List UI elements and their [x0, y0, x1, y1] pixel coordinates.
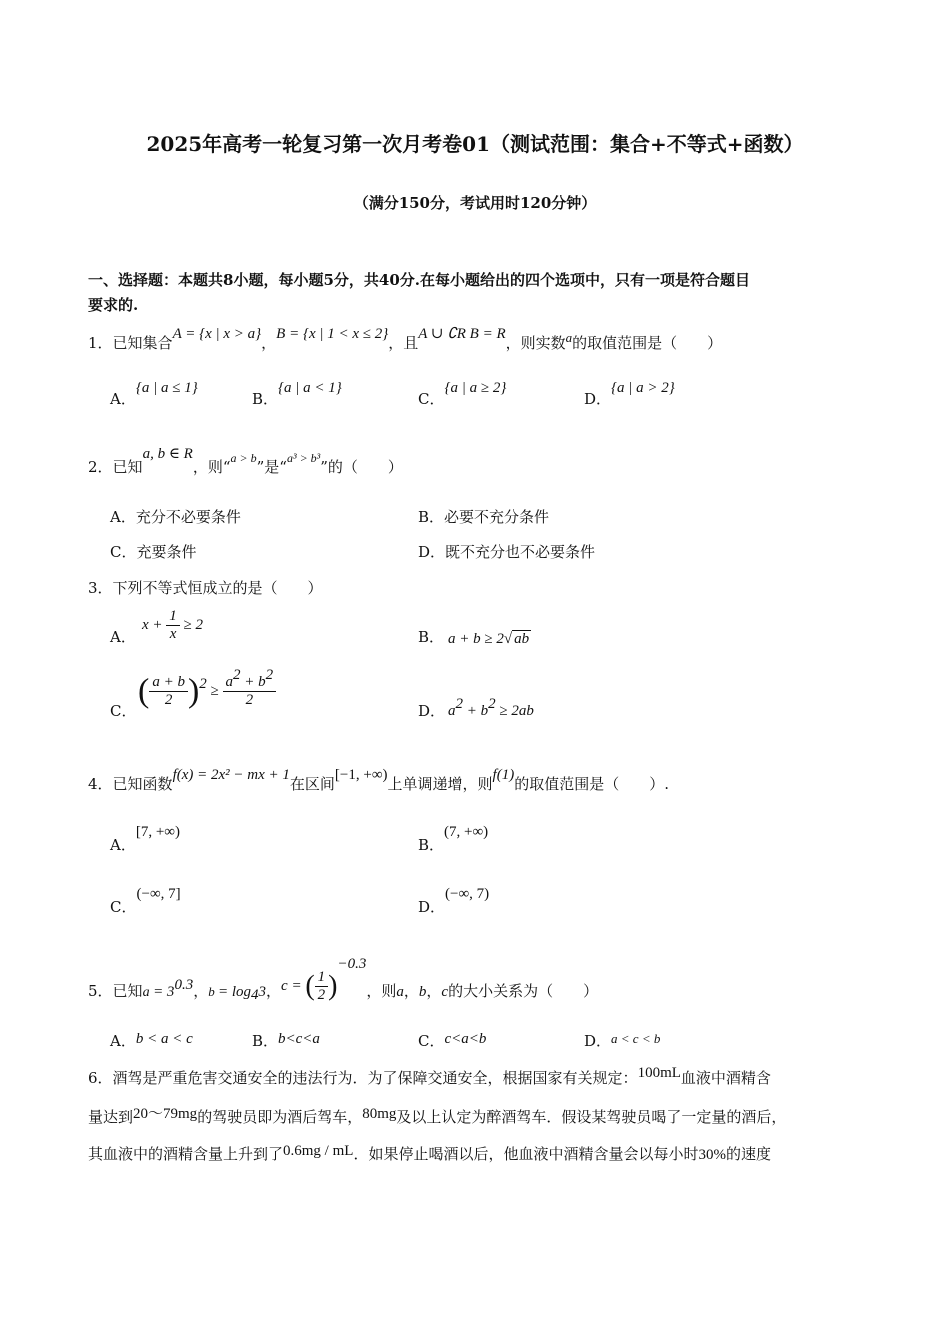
option-label: D．: [418, 543, 446, 561]
q5-a-def: $a = 3^{0.3}$: [142, 977, 194, 1000]
option-text: 必要不充分条件: [444, 508, 550, 526]
option-label: D．: [418, 898, 446, 916]
section-heading-line1: 一、选择题：本题共8小题，每小题5分，共40分.在每小题给出的四个选项中，只有一项是符合题目: [88, 271, 750, 289]
question-3-stem: [88, 577, 323, 598]
option-label: B．: [418, 508, 445, 526]
q2-option-b[interactable]: [418, 506, 549, 527]
option-label: C．: [110, 898, 137, 916]
q2-text-3: ”是“: [256, 458, 287, 476]
option-label: B．: [252, 390, 279, 408]
q6-text: 量达到: [88, 1108, 134, 1126]
q3-option-b[interactable]: [418, 626, 444, 647]
fraction: $\frac{a + b}{2}$: [149, 674, 188, 709]
q3-option-d[interactable]: [418, 700, 445, 721]
option-text: {a | a ≥ 2}: [444, 380, 507, 396]
option-label: B．: [252, 1032, 279, 1050]
q1-union-expr: A ∪ ∁R B = R: [418, 326, 506, 342]
fraction: $\frac{1}{x}$: [166, 608, 180, 643]
q4-f1: f(1): [492, 767, 515, 783]
q4-text-4: 的取值范围是（ ）.: [514, 775, 669, 793]
option-text: 充分不必要条件: [135, 508, 241, 526]
q6-text: ．如果停止喝酒以后，他血液中酒精含量会以每小时: [353, 1145, 699, 1163]
q6-text: 血液中酒精含: [680, 1069, 771, 1087]
option-label: A．: [110, 508, 136, 526]
option-label: D．: [418, 702, 446, 720]
option-text: 既不充分也不必要条件: [445, 543, 596, 561]
q2-statement-q: a³ > b³: [286, 451, 321, 465]
q1-text-3: ，则实数: [505, 334, 566, 352]
option-text: [7, +∞): [135, 824, 180, 840]
fraction: $\frac{1}{2}$: [315, 969, 329, 1004]
option-label: D．: [584, 390, 612, 408]
q3-option-a-formula: x + $\frac{1}{x}$ ≥ 2: [142, 608, 204, 642]
q3-stem-text: 下列不等式恒成立的是（ ）: [112, 579, 323, 597]
fraction: $\frac{a^2 + b^2}{2}$: [223, 674, 277, 709]
q2-option-c[interactable]: [110, 541, 197, 562]
option-label: C．: [110, 543, 137, 561]
q1-option-d[interactable]: [584, 380, 675, 409]
option-text: (−∞, 7): [445, 886, 490, 902]
q1-text-4: 的取值范围是（ ）: [572, 334, 723, 352]
option-label: D．: [584, 1032, 612, 1050]
option-label: C．: [418, 1032, 445, 1050]
option-text: {a | a ≤ 1}: [135, 380, 198, 396]
q5-text-3: 的大小关系为（ ）: [448, 982, 599, 1000]
question-4-stem: [88, 767, 669, 794]
q3-option-b-formula: a + b ≥ 2√ ab: [448, 631, 530, 647]
q4-text-1: 已知函数: [112, 775, 173, 793]
q3-option-c[interactable]: [110, 700, 136, 721]
option-label: B．: [418, 628, 445, 646]
question-6-line-1: [88, 1067, 771, 1088]
q5-option-c[interactable]: [418, 1030, 486, 1051]
q4-text-3: 上单调递增，则: [387, 775, 493, 793]
q5-option-d[interactable]: [584, 1030, 660, 1051]
q2-text-4: ”的（ ）: [320, 458, 403, 476]
question-6-line-2: [88, 1106, 786, 1127]
page-subtitle: （满分150分，考试用时120分钟）: [353, 194, 597, 212]
q2-option-a[interactable]: [110, 506, 241, 527]
option-text: (−∞, 7]: [136, 886, 181, 902]
question-number: 5．: [88, 982, 113, 1000]
q6-text: 酒驾是严重危害交通安全的违法行为．为了保障交通安全，根据国家有关规定：: [112, 1069, 638, 1087]
question-number: 3．: [88, 579, 113, 597]
option-text: b < a < c: [135, 1031, 193, 1047]
q4-option-b[interactable]: [418, 824, 489, 855]
section-heading-line2: 要求的.: [88, 296, 139, 314]
q5-c-def: c = ( $\frac{1}{2}$ )$^{-0.3}$: [281, 956, 367, 1004]
q2-text-1: 已知: [112, 458, 143, 476]
q1-option-c[interactable]: [418, 380, 507, 409]
option-text: c<a<b: [444, 1031, 487, 1047]
option-label: A．: [110, 836, 136, 854]
option-text: (7, +∞): [444, 824, 489, 840]
q4-option-a[interactable]: [110, 824, 180, 855]
q5-option-a[interactable]: [110, 1030, 193, 1051]
question-6-line-3: [88, 1143, 771, 1164]
q6-value: 20～79mg: [133, 1106, 198, 1122]
option-label: C．: [110, 702, 137, 720]
q3-option-c-formula: ( $\frac{a + b}{2}$ )$^2$ ≥ $\frac{a^2 + b^2}{2}$: [138, 674, 276, 709]
q5-option-b[interactable]: [252, 1030, 320, 1051]
question-5-stem: 5．已知$a = 3^{0.3}$，$b = \log_43$，c = ( $\frac{1}{2}$ )$^{-0.3}$，则a，b，c的大小关系为（ ）: [88, 956, 599, 1004]
question-1-stem: [88, 326, 723, 353]
option-text: 充要条件: [136, 543, 197, 561]
q1-option-a[interactable]: [110, 380, 198, 409]
q6-text: 其血液中的酒精含量上升到了: [88, 1145, 284, 1163]
option-text: {a | a < 1}: [278, 380, 342, 396]
q1-text-2: ，且: [388, 334, 419, 352]
option-label: A．: [110, 628, 136, 646]
question-number: 4．: [88, 775, 113, 793]
q2-text-2: ，则“: [192, 458, 231, 476]
question-number: 6．: [88, 1069, 113, 1087]
option-label: A．: [110, 390, 136, 408]
question-number: 2．: [88, 458, 113, 476]
q1-set-b: B = {x | 1 < x ≤ 2}: [276, 326, 389, 342]
question-2-stem: [88, 446, 403, 477]
q1-comma: ，: [261, 334, 277, 352]
q5-b-def: $b = \log_43$: [208, 984, 266, 1003]
option-label: B．: [418, 836, 445, 854]
q1-set-a: A = {x | x > a}: [172, 326, 262, 342]
q3-option-a[interactable]: [110, 626, 136, 647]
q4-option-d[interactable]: [418, 886, 490, 917]
q6-text: 的速度: [725, 1145, 771, 1163]
q1-text-1: 已知集合: [112, 334, 173, 352]
q6-value: 30%: [698, 1147, 726, 1163]
q5-text-2: ，则: [366, 982, 397, 1000]
q5-text-1: 已知: [112, 982, 143, 1000]
page-title: 2025年高考一轮复习第一次月考卷01（测试范围：集合+不等式+函数）: [146, 132, 804, 156]
q2-statement-p: a > b: [230, 451, 257, 465]
q6-text: 的驾驶员即为酒后驾车，: [197, 1108, 363, 1126]
q1-var: a: [565, 330, 573, 345]
q4-text-2: 在区间: [289, 775, 335, 793]
question-number: 1．: [88, 334, 113, 352]
q4-interval: [−1, +∞): [334, 767, 388, 783]
option-text: b<c<a: [278, 1031, 320, 1047]
option-label: A．: [110, 1032, 136, 1050]
q6-value: 100mL: [637, 1065, 681, 1081]
q3-option-d-formula: $a^2 + b^2 \ge 2ab$: [448, 696, 534, 719]
q4-function: f(x) = 2x² − mx + 1: [172, 767, 290, 783]
q1-option-b[interactable]: [252, 380, 342, 409]
q6-value: 80mg: [362, 1106, 397, 1122]
q6-value: 0.6mg / mL: [283, 1143, 354, 1159]
option-text: {a | a > 2}: [611, 380, 675, 396]
option-text: a < c < b: [611, 1031, 661, 1046]
q4-option-c[interactable]: [110, 886, 181, 917]
q6-text: 及以上认定为醉酒驾车．假设某驾驶员喝了一定量的酒后，: [396, 1108, 787, 1126]
q2-option-d[interactable]: [418, 541, 595, 562]
q2-condition: a, b ∈ R: [142, 446, 193, 462]
option-label: C．: [418, 390, 445, 408]
